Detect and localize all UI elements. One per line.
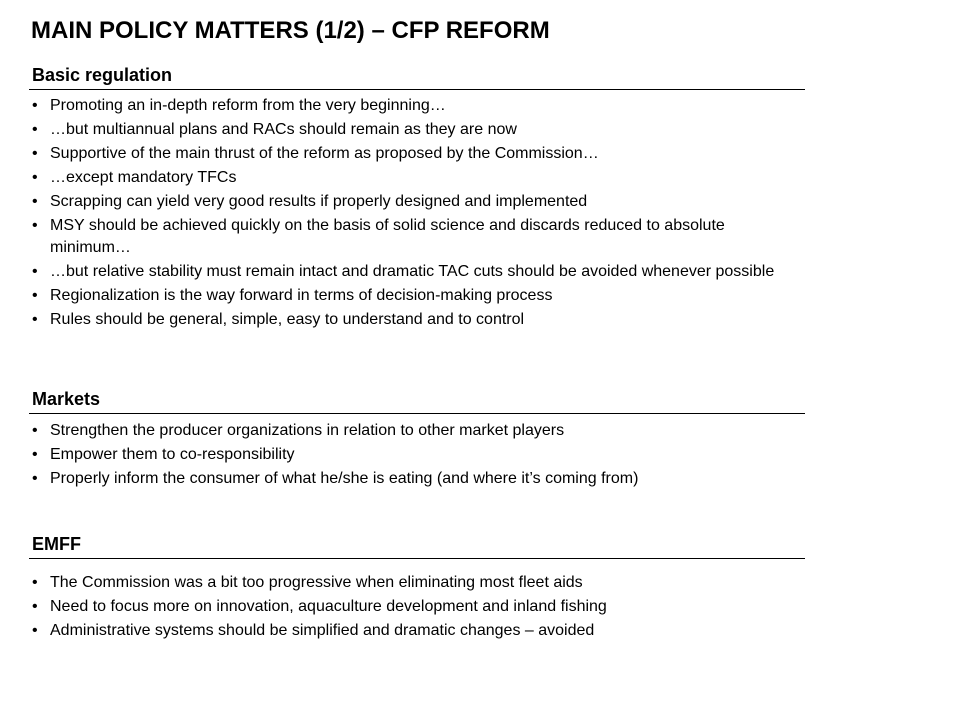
list-item <box>29 143 805 165</box>
list-item-text: …except mandatory TFCs <box>50 169 237 186</box>
section-basic-regulation <box>29 64 805 333</box>
list-item-text: Scrapping can yield very good results if properly designed and implemented <box>50 193 588 210</box>
list-item-text: Properly inform the consumer of what he/she is eating (and where it’s coming from) <box>50 470 639 487</box>
bullet-icon: • <box>32 287 38 304</box>
list-item <box>29 167 805 189</box>
section-heading: Markets <box>29 388 805 414</box>
bullet-icon: • <box>32 217 38 234</box>
section-heading: Basic regulation <box>29 64 805 90</box>
section-heading: EMFF <box>29 533 805 559</box>
bullet-icon: • <box>32 121 38 138</box>
list-item <box>29 215 805 259</box>
list-item-text: Supportive of the main thrust of the reform as proposed by the Commission… <box>50 145 599 162</box>
list-item-text: Administrative systems should be simplified and dramatic changes – avoided <box>50 622 595 639</box>
list-item <box>29 261 805 283</box>
list-item-text: Rules should be general, simple, easy to understand and to control <box>50 311 525 328</box>
list-item <box>29 468 805 490</box>
list-item <box>29 420 805 442</box>
list-item <box>29 572 805 594</box>
list-item-text: Need to focus more on innovation, aquaculture development and inland fishing <box>50 598 607 615</box>
list-item-text: Promoting an in-depth reform from the very beginning… <box>50 97 446 114</box>
bullet-icon: • <box>32 470 38 487</box>
list-item-text: …but multiannual plans and RACs should remain as they are now <box>50 121 517 138</box>
bullet-icon: • <box>32 622 38 639</box>
bullet-icon: • <box>32 263 38 280</box>
list-item <box>29 596 805 618</box>
bullet-list <box>29 572 805 642</box>
list-item <box>29 620 805 642</box>
section-markets <box>29 388 805 492</box>
bullet-icon: • <box>32 193 38 210</box>
list-item <box>29 119 805 141</box>
bullet-icon: • <box>32 422 38 439</box>
section-emff <box>29 533 805 644</box>
list-item <box>29 95 805 117</box>
bullet-icon: • <box>32 598 38 615</box>
bullet-icon: • <box>32 574 38 591</box>
list-item <box>29 309 805 331</box>
list-item-text: …but relative stability must remain intact and dramatic TAC cuts should be avoided whenever possible <box>50 263 775 280</box>
list-item <box>29 285 805 307</box>
list-item-text: MSY should be achieved quickly on the basis of solid science and discards reduced to absolute minimum… <box>50 217 725 256</box>
page-title: MAIN POLICY MATTERS (1/2) – CFP REFORM <box>31 17 550 44</box>
bullet-icon: • <box>32 169 38 186</box>
list-item-text: The Commission was a bit too progressive when eliminating most fleet aids <box>50 574 583 591</box>
bullet-icon: • <box>32 145 38 162</box>
bullet-icon: • <box>32 311 38 328</box>
list-item-text: Empower them to co-responsibility <box>50 446 295 463</box>
list-item-text: Regionalization is the way forward in terms of decision-making process <box>50 287 553 304</box>
list-item <box>29 191 805 213</box>
bullet-icon: • <box>32 446 38 463</box>
list-item-text: Strengthen the producer organizations in relation to other market players <box>50 422 565 439</box>
bullet-list <box>29 420 805 490</box>
list-item <box>29 444 805 466</box>
bullet-list <box>29 95 805 331</box>
bullet-icon: • <box>32 97 38 114</box>
